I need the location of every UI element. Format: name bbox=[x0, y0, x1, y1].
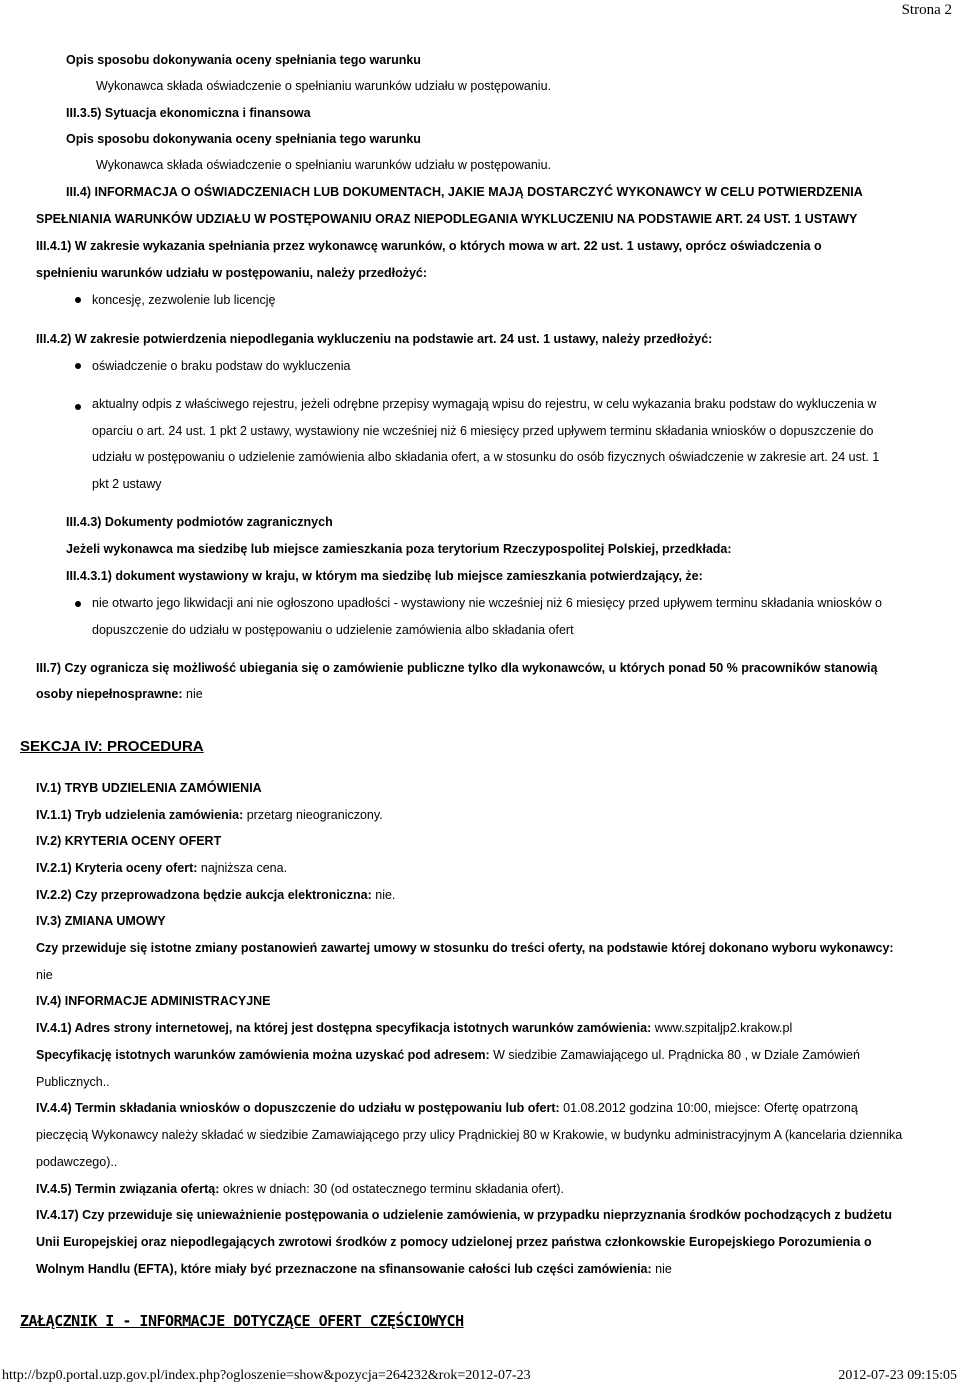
iv-4-4-line2: pieczęcią Wykonawcy należy składać w siedzibie Zamawiającego przy ulicy Prądnickiej 80 w Krakowie, w budynku administracyjnym A (kancelaria dziennika bbox=[36, 1128, 903, 1142]
list-item-line1: nie otwarto jego likwidacji ani nie ogłoszono upadłości - wystawiony nie wcześniej niż 6 miesięcy przed upływem terminu składania wniosków o bbox=[92, 596, 882, 610]
iv-4-17-line1: IV.4.17) Czy przewiduje się unieważnienie postępowania o udzielenie zamówienia, w przypadku nieprzyznania środków pochodzących z budżetu bbox=[36, 1208, 892, 1222]
bullet-icon bbox=[75, 363, 81, 369]
list-item-line1: aktualny odpis z właściwego rejestru, jeżeli odrębne przepisy wymagają wpisu do rejestru, w celu wykazania braku podstaw do wykluczenia w bbox=[92, 397, 877, 411]
list-item-line4: pkt 2 ustawy bbox=[92, 477, 162, 491]
iv-3-answer: nie bbox=[36, 968, 53, 982]
iv-4-17-line2: Unii Europejskiej oraz niepodlegających zwrotowi środków z pomocy udzielonej przez państwa członkowskie Europejskiego Porozumienia o bbox=[36, 1235, 872, 1249]
iv-2-heading: IV.2) KRYTERIA OCENY OFERT bbox=[36, 834, 222, 848]
iv-4-4-line3: podawczego).. bbox=[36, 1155, 118, 1169]
field-value: przetarg nieograniczony. bbox=[243, 808, 383, 822]
question-label: osoby niepełnosprawne: bbox=[36, 687, 183, 701]
field-value: W siedzibie Zamawiającego ul. Prądnicka 80 , w Dziale Zamówień bbox=[489, 1048, 860, 1062]
criterion-description-heading: Opis sposobu dokonywania oceny spełniania tego warunku bbox=[66, 53, 421, 67]
spec-address-line1 bbox=[36, 1047, 860, 1063]
iv-4-heading: IV.4) INFORMACJE ADMINISTRACYJNE bbox=[36, 994, 271, 1008]
field-label: IV.2.2) Czy przeprowadzona będzie aukcja elektroniczna: bbox=[36, 888, 372, 902]
section-iv-title: SEKCJA IV: PROCEDURA bbox=[20, 738, 204, 755]
foreign-entity-statement: Jeżeli wykonawca ma siedzibę lub miejsce zamieszkania poza terytorium Rzeczypospolitej Polskiej, przedkłada: bbox=[66, 542, 732, 556]
field-value: nie. bbox=[371, 888, 396, 902]
field-value: www.szpitaljp2.krakow.pl bbox=[651, 1021, 793, 1035]
criterion-description-text: Wykonawca składa oświadczenie o spełnianiu warunków udziału w postępowaniu. bbox=[96, 79, 552, 93]
page-number: Strona 2 bbox=[901, 2, 952, 18]
field-value: 01.08.2012 godzina 10:00, miejsce: Ofertę opatrzoną bbox=[559, 1101, 858, 1115]
section-heading-3-4-line2: SPEŁNIANIA WARUNKÓW UDZIAŁU W POSTĘPOWANIU ORAZ NIEPODLEGANIA WYKLUCZENIU NA PODSTAWIE ART. 24 UST. 1 USTAWY bbox=[36, 212, 858, 226]
section-3-4-2: III.4.2) W zakresie potwierdzenia niepodlegania wykluczeniu na podstawie art. 24 ust. 1 ustawy, należy przedłożyć: bbox=[36, 332, 713, 346]
spec-address-line2: Publicznych.. bbox=[36, 1075, 110, 1089]
iv-2-1 bbox=[36, 860, 287, 876]
list-item: koncesję, zezwolenie lub licencję bbox=[92, 293, 276, 307]
field-label: IV.4.4) Termin składania wniosków o dopuszczenie do udziału w postępowaniu lub ofert: bbox=[36, 1101, 560, 1115]
answer-value: nie bbox=[182, 687, 203, 701]
footer-url: http://bzp0.portal.uzp.gov.pl/index.php?ogloszenie=show&pozycja=264232&rok=2012-07-23 bbox=[2, 1368, 531, 1383]
field-label: Specyfikację istotnych warunków zamówienia można uzyskać pod adresem: bbox=[36, 1048, 490, 1062]
iv-2-2 bbox=[36, 887, 395, 903]
field-label: Wolnym Handlu (EFTA), które miały być przeznaczone na sfinansowanie całości lub części zamówienia: bbox=[36, 1262, 652, 1276]
section-3-7-line1: III.7) Czy ogranicza się możliwość ubiegania się o zamówienie publiczne tylko dla wykonawców, u których ponad 50 % pracowników stanowią bbox=[36, 661, 878, 675]
list-item-line2: dopuszczenie do udziału w postępowaniu o udzielenie zamówienia albo składania ofert bbox=[92, 623, 574, 637]
annex-title: ZAŁĄCZNIK I - INFORMACJE DOTYCZĄCE OFERT CZĘŚCIOWYCH bbox=[20, 1312, 464, 1330]
iv-3-heading: IV.3) ZMIANA UMOWY bbox=[36, 914, 166, 928]
iv-1-1 bbox=[36, 807, 383, 823]
field-value: nie bbox=[651, 1262, 672, 1276]
iv-4-5 bbox=[36, 1181, 564, 1197]
footer-datetime: 2012-07-23 09:15:05 bbox=[838, 1368, 957, 1383]
field-value: najniższa cena. bbox=[197, 861, 288, 875]
criterion-description-text-2: Wykonawca składa oświadczenie o spełnianiu warunków udziału w postępowaniu. bbox=[96, 158, 552, 172]
section-heading-3-4-line1: III.4) INFORMACJA O OŚWIADCZENIACH LUB DOKUMENTACH, JAKIE MAJĄ DOSTARCZYĆ WYKONAWCY W CELU POTWIERDZENIA bbox=[66, 185, 863, 199]
section-3-4-3: III.4.3) Dokumenty podmiotów zagranicznych bbox=[66, 515, 333, 529]
field-value: okres w dniach: 30 (od ostatecznego terminu składania ofert). bbox=[219, 1182, 565, 1196]
section-3-7-line2 bbox=[36, 686, 203, 702]
iv-3-question: Czy przewiduje się istotne zmiany postanowień zawartej umowy w stosunku do treści oferty, na podstawie której dokonano wyboru wykonawcy: bbox=[36, 941, 894, 955]
criterion-description-heading-2: Opis sposobu dokonywania oceny spełniania tego warunku bbox=[66, 132, 421, 146]
iv-4-4-line1 bbox=[36, 1100, 858, 1116]
field-label: IV.1.1) Tryb udzielenia zamówienia: bbox=[36, 808, 244, 822]
field-label: IV.4.5) Termin związania ofertą: bbox=[36, 1182, 220, 1196]
iv-4-17-line3 bbox=[36, 1261, 672, 1277]
section-3-4-1-line1: III.4.1) W zakresie wykazania spełniania przez wykonawcę warunków, o których mowa w art. 22 ust. 1 ustawy, oprócz oświadczenia o bbox=[36, 239, 822, 253]
section-3-4-1-line2: spełnieniu warunków udziału w postępowaniu, należy przedłożyć: bbox=[36, 266, 428, 280]
iv-4-1 bbox=[36, 1020, 792, 1036]
section-heading-3-3-5: III.3.5) Sytuacja ekonomiczna i finansowa bbox=[66, 106, 311, 120]
section-3-4-3-1: III.4.3.1) dokument wystawiony w kraju, w którym ma siedzibę lub miejsce zamieszkania potwierdzający, że: bbox=[66, 569, 703, 583]
list-item-line2: oparciu o art. 24 ust. 1 pkt 2 ustawy, wystawiony nie wcześniej niż 6 miesięcy przed upływem terminu składania wniosków o dopuszczenie do bbox=[92, 424, 874, 438]
field-label: IV.2.1) Kryteria oceny ofert: bbox=[36, 861, 198, 875]
bullet-icon bbox=[75, 404, 81, 410]
field-label: IV.4.1) Adres strony internetowej, na której jest dostępna specyfikacja istotnych warunków zamówienia: bbox=[36, 1021, 652, 1035]
list-item-line3: udziału w postępowaniu o udzielenie zamówienia albo składania ofert, a w stosunku do osób fizycznych oświadczenie w zakresie art. 24 ust. 1 bbox=[92, 450, 880, 464]
bullet-icon bbox=[75, 297, 81, 303]
bullet-icon bbox=[75, 601, 81, 607]
iv-1-heading: IV.1) TRYB UDZIELENIA ZAMÓWIENIA bbox=[36, 781, 262, 795]
list-item: oświadczenie o braku podstaw do wykluczenia bbox=[92, 359, 351, 373]
